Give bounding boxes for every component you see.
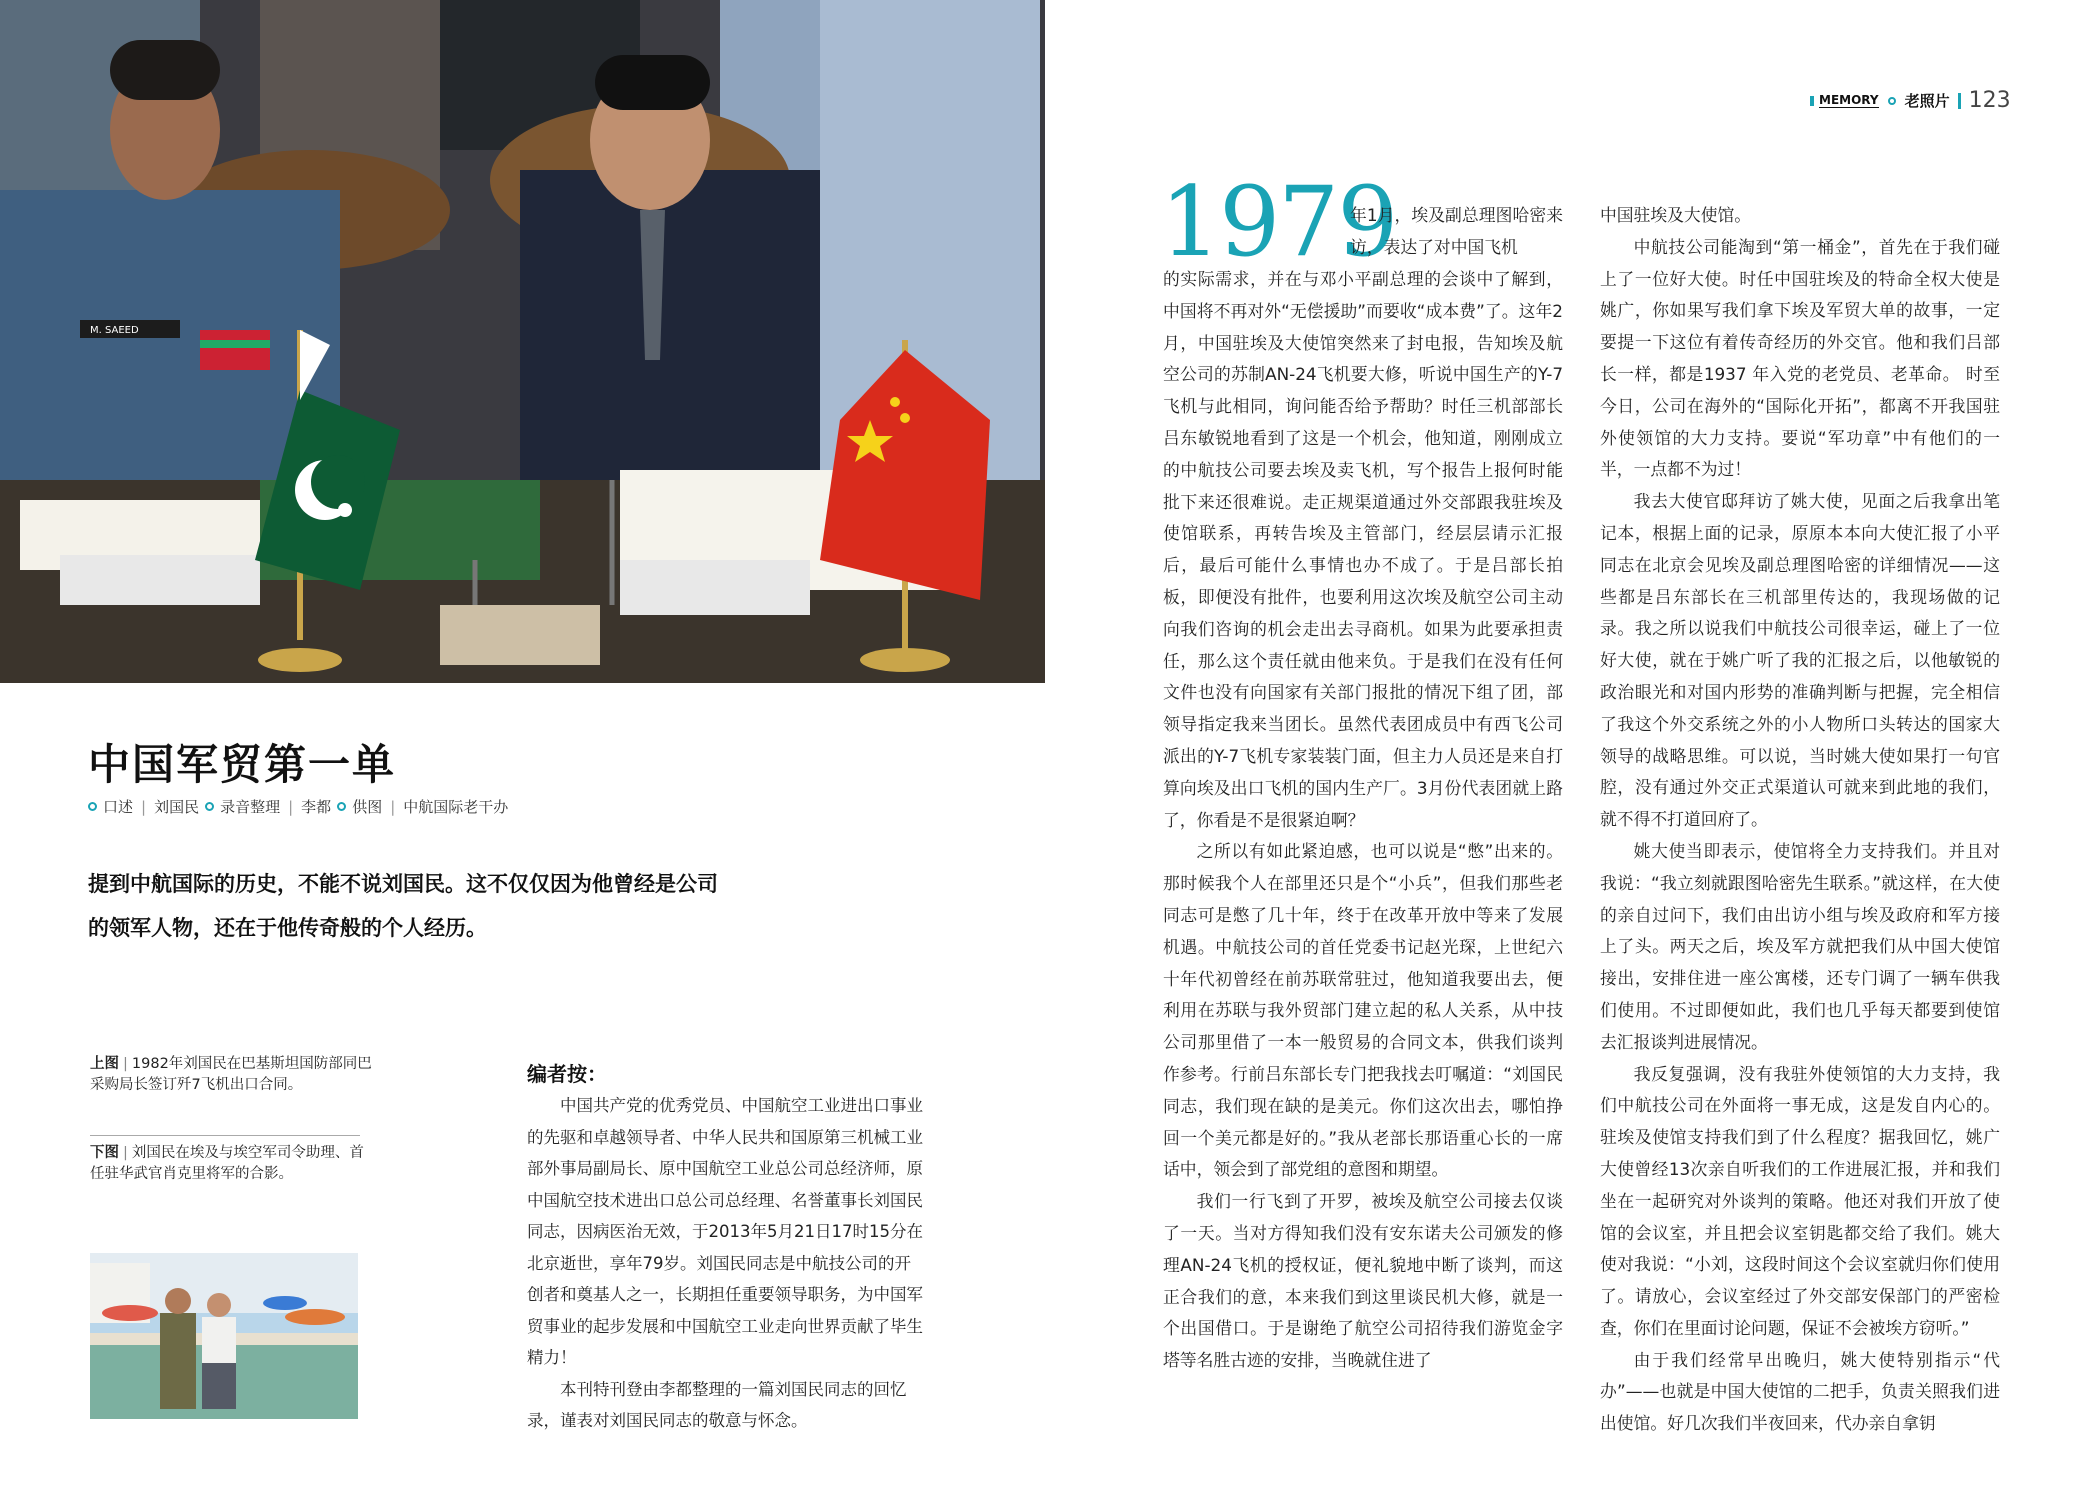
credit-role: 口述 xyxy=(103,798,134,816)
officer-nameplate: M. SAEED xyxy=(90,325,139,336)
editor-note-paragraph: 本刊特刊登由李都整理的一篇刘国民同志的回忆录，谨表对刘国民同志的敬意与怀念。 xyxy=(527,1379,907,1430)
article-column-1 xyxy=(1163,264,1563,1377)
dropcap-year: 1979 xyxy=(1160,166,1397,278)
bullet-icon xyxy=(88,802,97,811)
main-photo-signing-ceremony xyxy=(0,0,1045,683)
bullet-icon xyxy=(205,802,214,811)
credits-line: 口述 | 刘国民 录音整理 | 李都 供图 | 中航国际老干办 xyxy=(88,796,508,817)
caption-top: 上图 | 1982年刘国民在巴基斯坦国防部同巴采购局长签订歼7飞机出口合同。 xyxy=(90,1056,372,1093)
article-paragraph: 中国驻埃及大使馆。 xyxy=(1600,205,1752,225)
editor-note-paragraph: 中国共产党的优秀党员、中国航空工业进出口事业的先驱和卓越领导者、中华人民共和国原第三机械工业部外事局副局长、原中国航空工业总公司总经济师，原中国航空技术进出口总公司总经理、名誉董事长刘国民同志，因病医治无效，于2013年5月21日17时15分在北京逝世，享年79岁。刘国民同志是中航技公司的开创者和奠基人之一，长期担任重要领导职务，为中国军贸事业的起步发展和中国航空工业走向世界贡献了毕生精力！ xyxy=(527,1096,923,1367)
header-mark xyxy=(1810,96,1814,106)
lead-paragraph: 提到中航国际的历史，不能不说刘国民。这不仅仅因为他曾经是公司的领军人物，还在于他传奇般的个人经历。 xyxy=(88,871,718,940)
page-number: 123 xyxy=(1968,88,2011,113)
small-photo-egypt xyxy=(90,1253,358,1419)
header-divider xyxy=(1958,93,1961,109)
article-paragraph: 之所以有如此紧迫感，也可以说是“憋”出来的。那时候我个人在部里还只是个“小兵”，但我们那些老同志可是憋了几十年，终于在改革开放中等来了发展机遇。中航技公司的首任党委书记赵光琛，上世纪六十年代初曾经在前苏联常驻过，他知道我要出去，便利用在苏联与我外贸部门建立起的私人关系，从中技公司那里借了一本一般贸易的合同文本，供我们谈判作参考。行前吕东部长专门把我找去叮嘱道：“刘国民同志，我们现在缺的是美元。你们这次出去，哪怕挣回一个美元都是好的。”我从老部长那语重心长的一席话中，领会到了部党组的意图和期望。 xyxy=(1163,841,1563,1180)
header-memory-label: MEMORY xyxy=(1819,93,1879,107)
credit-name: 中航国际老干办 xyxy=(403,798,509,816)
article-column-2 xyxy=(1600,200,2000,1440)
article-paragraph: 由于我们经常早出晚归，姚大使特别指示“代办”——也就是中国大使馆的二把手，负责关照我们进出使馆。好几次我们半夜回来，代办亲自拿钥 xyxy=(1600,1349,2000,1434)
credit-name: 李都 xyxy=(301,798,332,816)
editor-note-title: 编者按： xyxy=(527,1062,607,1086)
bullet-icon xyxy=(337,802,346,811)
article-opening-text: 年1月，埃及副总理图哈密来访，表达了对中国飞机 xyxy=(1350,205,1563,257)
article-paragraph: 我反复强调，没有我驻外使领馆的大力支持，我们中航技公司在外面将一事无成，这是发自内心的。驻埃及使馆支持我们到了什么程度？据我回忆，姚广大使曾经13次亲自听我们的工作进展汇报，并和我们坐在一起研究对外谈判的策略。他还对我们开放了使馆的会议室，并且把会议室钥匙都交给了我们。姚大使对我说：“小刘，这段时间这个会议室就归你们使用了。请放心，会议室经过了外交部安保部门的严密检查，你们在里面讨论问题，保证不会被埃方窃听。” xyxy=(1600,1063,2000,1338)
circle-bullet-icon xyxy=(1888,97,1896,105)
caption-top-text: 1982年刘国民在巴基斯坦国防部同巴采购局长签订歼7飞机出口合同。 xyxy=(90,1056,372,1093)
caption-top-label: 上图 xyxy=(90,1056,119,1072)
credit-role: 供图 xyxy=(352,798,383,816)
article-opening-lines xyxy=(1350,200,1563,264)
page-header xyxy=(1810,88,2011,113)
caption-divider xyxy=(90,1135,360,1136)
article-paragraph: 的实际需求，并在与邓小平副总理的会谈中了解到，中国将不再对外“无偿援助”而要收“成本费”了。这年2月，中国驻埃及大使馆突然来了封电报，告知埃及航空公司的苏制AN-24飞机要大修，听说中国生产的Y-7飞机与此相同，询问能否给予帮助？时任三机部部长吕东敏锐地看到了这是一个机会，他知道，刚刚成立的中航技公司要去埃及卖飞机，写个报告上报何时能批下来还很难说。走正规渠道通过外交部跟我驻埃及使馆联系，再转告埃及主管部门，经层层请示汇报后，最后可能什么事情也办不成了。于是吕部长拍板，即便没有批件，也要利用这次埃及航空公司主动向我们咨询的机会走出去寻商机。如果为此要承担责任，那么这个责任就由他来负。于是我们在没有任何文件也没有向国家有关部门报批的情况下组了团，部领导指定我来当团长。虽然代表团成员中有西飞公司派出的Y-7飞机专家装装门面，但主力人员还是来自打算向埃及出口飞机的国内生产厂。3月份代表团就上路了，你看是不是很紧迫啊？ xyxy=(1163,269,1563,830)
caption-bottom-label: 下图 xyxy=(90,1145,119,1161)
credit-name: 刘国民 xyxy=(154,798,200,816)
article-paragraph: 我去大使官邸拜访了姚大使，见面之后我拿出笔记本，根据上面的记录，原原本本向大使汇报了小平同志在北京会见埃及副总理图哈密的详细情况——这些都是吕东部长在三机部里传达的，我现场做的记录。我之所以说我们中航技公司很幸运，碰上了一位好大使，就在于姚广听了我的汇报之后，以他敏锐的政治眼光和对国内形势的准确判断与把握，完全相信了我这个外交系统之外的小人物所口头转达的国家大领导的战略思维。可以说，当时姚大使如果打一句官腔，没有通过外交正式渠道认可就来到此地的我们，就不得不打道回府了。 xyxy=(1600,491,2000,830)
credit-role: 录音整理 xyxy=(220,798,281,816)
caption-bottom: 下图 | 刘国民在埃及与埃空军司令助理、首任驻华武官肖克里将军的合影。 xyxy=(90,1145,364,1182)
article-paragraph: 我们一行飞到了开罗，被埃及航空公司接去仅谈了一天。当对方得知我们没有安东诺夫公司颁发的修理AN-24飞机的授权证，便礼貌地中断了谈判，而这正合我们的意，本来我们到这里谈民机大修，就是一个出国借口。于是谢绝了航空公司招待我们游览金字塔等名胜古迹的安排，当晚就住进了 xyxy=(1163,1191,1563,1371)
caption-bottom-text: 刘国民在埃及与埃空军司令助理、首任驻华武官肖克里将军的合影。 xyxy=(90,1145,364,1182)
header-section-label: 老照片 xyxy=(1904,92,1950,110)
editor-note xyxy=(527,1090,927,1437)
article-paragraph: 中航技公司能淘到“第一桶金”，首先在于我们碰上了一位好大使。时任中国驻埃及的特命全权大使是姚广，你如果写我们拿下埃及军贸大单的故事，一定要提一下这位有着传奇经历的外交官。他和我们吕部长一样，都是1937 年入党的老党员、老革命。 时至今日，公司在海外的“国际化开拓”，都离不开我国驻外使领馆的大力支持。要说“军功章”中有他们的一半，一点都不为过！ xyxy=(1600,236,2000,480)
article-title: 中国军贸第一单 xyxy=(88,740,397,789)
article-paragraph: 姚大使当即表示，使馆将全力支持我们。并且对我说：“我立刻就跟图哈密先生联系。”就这样，在大使的亲自过问下，我们由出访小组与埃及政府和军方接上了头。两天之后，埃及军方就把我们从中国大使馆接出，安排住进一座公寓楼，还专门调了一辆车供我们使用。不过即便如此，我们也几乎每天都要到使馆去汇报谈判进展情况。 xyxy=(1600,840,2000,1052)
